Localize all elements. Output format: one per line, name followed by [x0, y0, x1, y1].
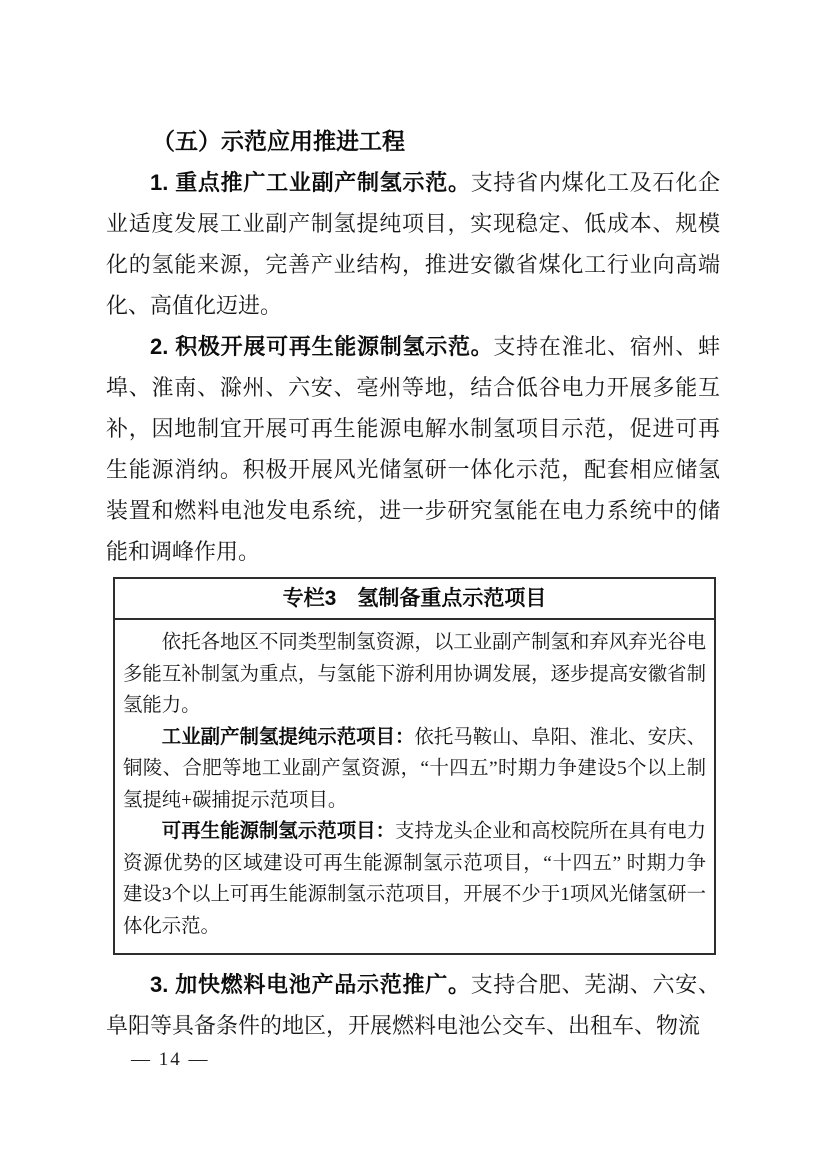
paragraph-3-lead: 3. 加快燃料电池产品示范推广。 — [150, 972, 471, 997]
paragraph-2-lead: 2. 积极开展可再生能源制氢示范。 — [150, 334, 494, 359]
callout-box-paragraph-2-body: 依托马鞍山、阜阳、淮北、安庆、铜陵、合肥等地工业副产氢资源，“十四五”时期力争建设5个以上制氢提纯+碳捕捉示范项目。 — [123, 726, 706, 811]
page-content — [106, 121, 720, 1046]
callout-box — [113, 577, 716, 955]
paragraph-1-body: 支持省内煤化工及石化企业适度发展工业副产制氢提纯项目，实现稳定、低成本、规模化的氢能来源，完善产业结构，推进安徽省煤化工行业向高端化、高值化迈进。 — [106, 170, 720, 318]
paragraph-1-lead: 1. 重点推广工业副产制氢示范。 — [150, 170, 471, 195]
paragraph-3-body: 支持合肥、芜湖、六安、阜阳等具备条件的地区，开展燃料电池公交车、出租车、物流 — [106, 972, 720, 1038]
section-heading: （五）示范应用推进工程 — [152, 128, 405, 154]
callout-box-paragraph-3-body: 支持龙头企业和高校院所在具有电力资源优势的区域建设可再生能源制氢示范项目，“十四五” 时期力争建设3个以上可再生能源制氢示范项目，开展不少于1项风光储氢研一体化示范。 — [123, 821, 706, 937]
callout-box-body — [115, 620, 714, 953]
page-number: — 14 — — [131, 1049, 210, 1070]
paragraph-3 — [106, 964, 720, 1046]
callout-box-paragraph-3 — [123, 816, 706, 942]
callout-box-paragraph-1-body: 依托各地区不同类型制氢资源，以工业副产制氢和弃风弃光谷电多能互补制氢为重点，与氢能下游利用协调发展，逐步提高安徽省制氢能力。 — [123, 632, 706, 716]
paragraph-2 — [106, 326, 720, 572]
paragraph-2-body: 支持在淮北、宿州、蚌埠、淮南、滁州、六安、亳州等地，结合低谷电力开展多能互补，因地制宜开展可再生能源电解水制氢项目示范，促进可再生能源消纳。积极开展风光储氢研一体化示范，配套相应储氢装置和燃料电池发电系统，进一步研究氢能在电力系统中的储能和调峰作用。 — [106, 334, 720, 564]
callout-box-paragraph-1 — [123, 627, 706, 722]
callout-box-paragraph-3-lead: 可再生能源制氢示范项目： — [161, 821, 396, 842]
callout-box-paragraph-2-lead: 工业副产制氢提纯示范项目： — [161, 726, 415, 748]
callout-box-paragraph-2 — [123, 722, 706, 817]
callout-box-title: 专栏3 氢制备重点示范项目 — [115, 579, 714, 620]
paragraph-1 — [106, 162, 720, 326]
